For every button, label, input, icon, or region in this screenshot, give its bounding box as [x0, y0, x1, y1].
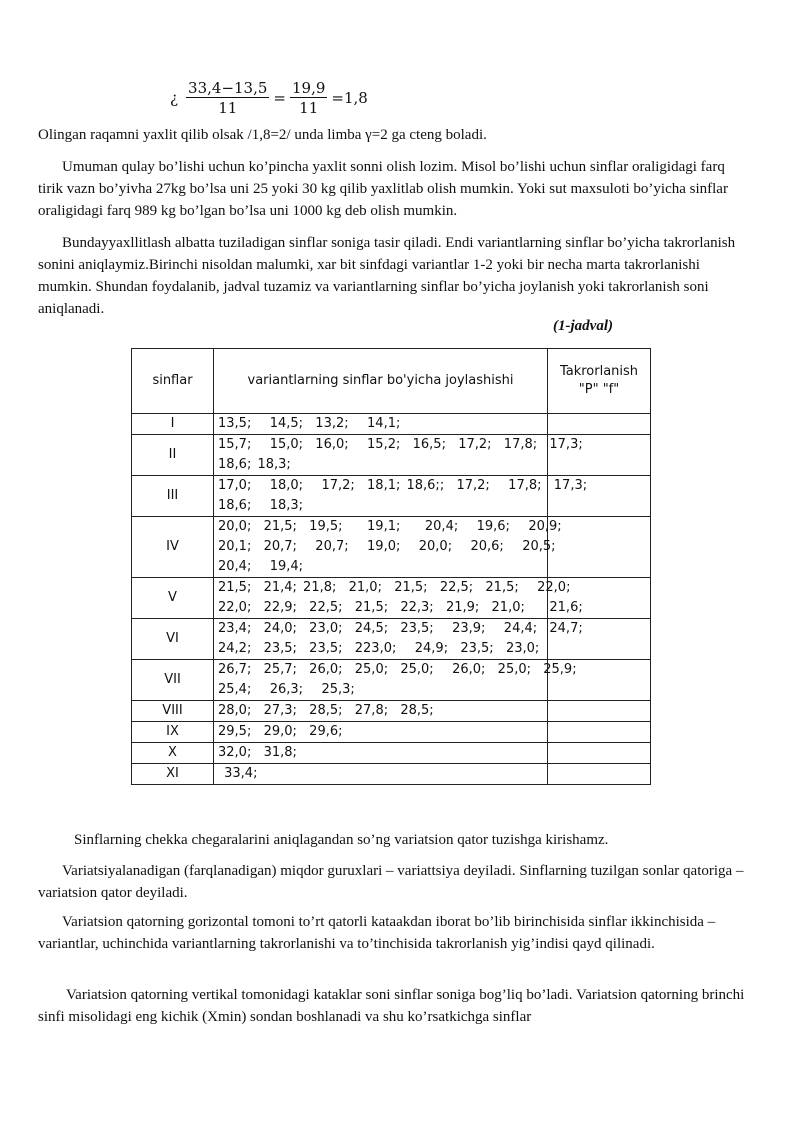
paragraph-vertical-side: Variatsion qatorning vertikal tomonidagi kataklar soni sinflar soniga bog’liq bo’ladi. Variatsion qatorning brinchi sinfi misolidagi eng kichik (Xmin) sondan boshlanadi va shu ko’rsatkichga sinflar — [38, 987, 745, 1025]
class-cell: VI — [132, 619, 214, 660]
table-row — [132, 660, 651, 701]
frequency-cell — [548, 743, 651, 764]
table-row — [132, 435, 651, 476]
fraction-2-denominator: 11 — [299, 99, 319, 117]
variants-line: 23,4; 24,0; 23,0; 24,5; 23,5; 23,9; 24,4; 24,7; — [218, 621, 583, 636]
variants-cell — [214, 764, 548, 785]
variants-line: 21,5; 21,4; 21,8; 21,0; 21,5; 22,5; 21,5; 22,0; — [218, 580, 571, 595]
fraction-2 — [290, 80, 327, 116]
class-cell: X — [132, 743, 214, 764]
paragraph-class-boundaries: Sinflarning chekka chegaralarini aniqlagandan so’ng variatsion qator tuzishga kirishamz. — [74, 832, 609, 848]
table-row — [132, 743, 651, 764]
variants-line: 18,6; 18,3; — [218, 498, 304, 513]
variants-line: 32,0; 31,8; — [218, 745, 297, 760]
class-cell: I — [132, 414, 214, 435]
table-header-row — [132, 349, 651, 414]
paragraph-horizontal-side: Variatsion qatorning gorizontal tomoni to’rt qatorli kataakdan iborat bo’lib birinchisida sinflar ikkinchisida – variantlar, uchinchida variantlarning takrorlanishi va to’tinchisida takrorlanish yig’indisi qayd qilinadi. — [38, 914, 716, 952]
variants-cell — [214, 660, 577, 701]
frequency-cell — [548, 764, 651, 785]
class-cell: V — [132, 578, 214, 619]
variants-cell — [214, 743, 548, 764]
class-cell: XI — [132, 764, 214, 785]
variants-cell — [214, 619, 583, 660]
class-cell: IX — [132, 722, 214, 743]
class-cell: IV — [132, 517, 214, 578]
class-distribution-table — [131, 348, 651, 785]
variants-line: 22,0; 22,9; 22,5; 21,5; 22,3; 21,9; 21,0; 21,6; — [218, 600, 583, 615]
variants-line: 17,0; 18,0; 17,2; 18,1; 18,6;; 17,2; 17,8; 17,3; — [218, 478, 588, 493]
variants-line: 18,6; 18,3; — [218, 457, 291, 472]
table-row — [132, 722, 651, 743]
frequency-cell — [548, 722, 651, 743]
fraction-2-numerator: 19,9 — [292, 79, 326, 97]
formula-prefix: ¿ — [170, 89, 179, 107]
table-row — [132, 414, 651, 435]
class-cell: VII — [132, 660, 214, 701]
variants-cell — [214, 578, 583, 619]
class-cell: III — [132, 476, 214, 517]
paragraph-class-count: Bundayyaxllitlash albatta tuziladigan sinflar soniga tasir qiladi. Endi variantlarning sinflar bo’yicha takrorlanish sonini aniqlaymiz.Birinchi nisoldan malumki, xar bit sinfdagi variantlar 1-2 yoki bir necha marta takrorlanishi mumkin. Shundan foydalanib, jadval tuzamiz va variantlarning sinflar bo’yicha joylanish yoki takrorlanish soni aniqlanadi. — [38, 235, 736, 317]
header-frequency — [548, 349, 651, 414]
header-frequency-symbols: "P" "f" — [578, 382, 620, 397]
variants-cell — [214, 701, 548, 722]
fraction-1-denominator: 11 — [218, 99, 238, 117]
class-cell: VIII — [132, 701, 214, 722]
table-row — [132, 764, 651, 785]
formula-equals: = — [273, 89, 286, 107]
variants-line: 24,2; 23,5; 23,5; 223,0; 24,9; 23,5; 23,0; — [218, 641, 540, 656]
header-frequency-title: Takrorlanish — [559, 364, 639, 379]
variants-cell — [214, 476, 588, 517]
table-row — [132, 701, 651, 722]
variants-line: 29,5; 29,0; 29,6; — [218, 724, 343, 739]
variants-line: 33,4; — [218, 766, 258, 781]
fraction-1-numerator: 33,4−13,5 — [188, 79, 268, 97]
variants-line: 15,7; 15,0; 16,0; 15,2; 16,5; 17,2; 17,8; 17,3; — [218, 437, 583, 452]
variants-line: 20,4; 19,4; — [218, 559, 304, 574]
frequency-cell — [548, 701, 651, 722]
paragraph-rounding: Olingan raqamni yaxlit qilib olsak /1,8=2/ unda limba γ=2 ga cteng boladi. — [38, 127, 487, 143]
table-row — [132, 517, 651, 578]
variants-line: 25,4; 26,3; 25,3; — [218, 682, 355, 697]
variants-line: 26,7; 25,7; 26,0; 25,0; 25,0; 26,0; 25,0; 25,9; — [218, 662, 577, 677]
table-caption: (1-jadval) — [553, 318, 613, 334]
variants-line: 20,1; 20,7; 20,7; 19,0; 20,0; 20,6; 20,5; — [218, 539, 556, 554]
header-classes: sinflar — [132, 349, 214, 414]
fraction-1 — [186, 80, 269, 116]
variants-cell — [214, 517, 562, 578]
table-row — [132, 619, 651, 660]
variants-cell — [214, 435, 583, 476]
paragraph-convenience: Umuman qulay bo’lishi uchun ko’pincha yaxlit sonni olish lozim. Misol bo’lishi uchun sinflar oraligidagi farq tirik vazn bo’yivha 27kg bo’lsa uni 25 yoki 30 kg qilib yaxlitlab olish mumkin. Yoki sut maxsuloti bo’yicha sinflar oraligidagi farq 989 kg bo’lgan bo’lsa uni 1000 kg deb olish mumkin. — [38, 159, 728, 219]
class-cell: II — [132, 435, 214, 476]
header-variants: variantlarning sinflar bo'yicha joylashishi — [214, 349, 548, 414]
frequency-cell — [548, 414, 651, 435]
formula — [170, 78, 370, 118]
variants-cell — [214, 722, 548, 743]
table-row — [132, 578, 651, 619]
variants-line: 28,0; 27,3; 28,5; 27,8; 28,5; — [218, 703, 434, 718]
variants-line: 13,5; 14,5; 13,2; 14,1; — [218, 416, 401, 431]
paragraph-variation-definition: Variatsiyalanadigan (farqlanadigan) miqdor guruxlari – variattsiya deyiladi. Sinflarning tuzilgan sonlar qatoriga – variatsion qator deyiladi. — [38, 863, 744, 901]
variants-line: 20,0; 21,5; 19,5; 19,1; 20,4; 19,6; 20,9; — [218, 519, 562, 534]
formula-result: =1,8 — [331, 89, 368, 107]
frequency-cell — [548, 517, 651, 578]
variants-cell — [214, 414, 548, 435]
table-row — [132, 476, 651, 517]
